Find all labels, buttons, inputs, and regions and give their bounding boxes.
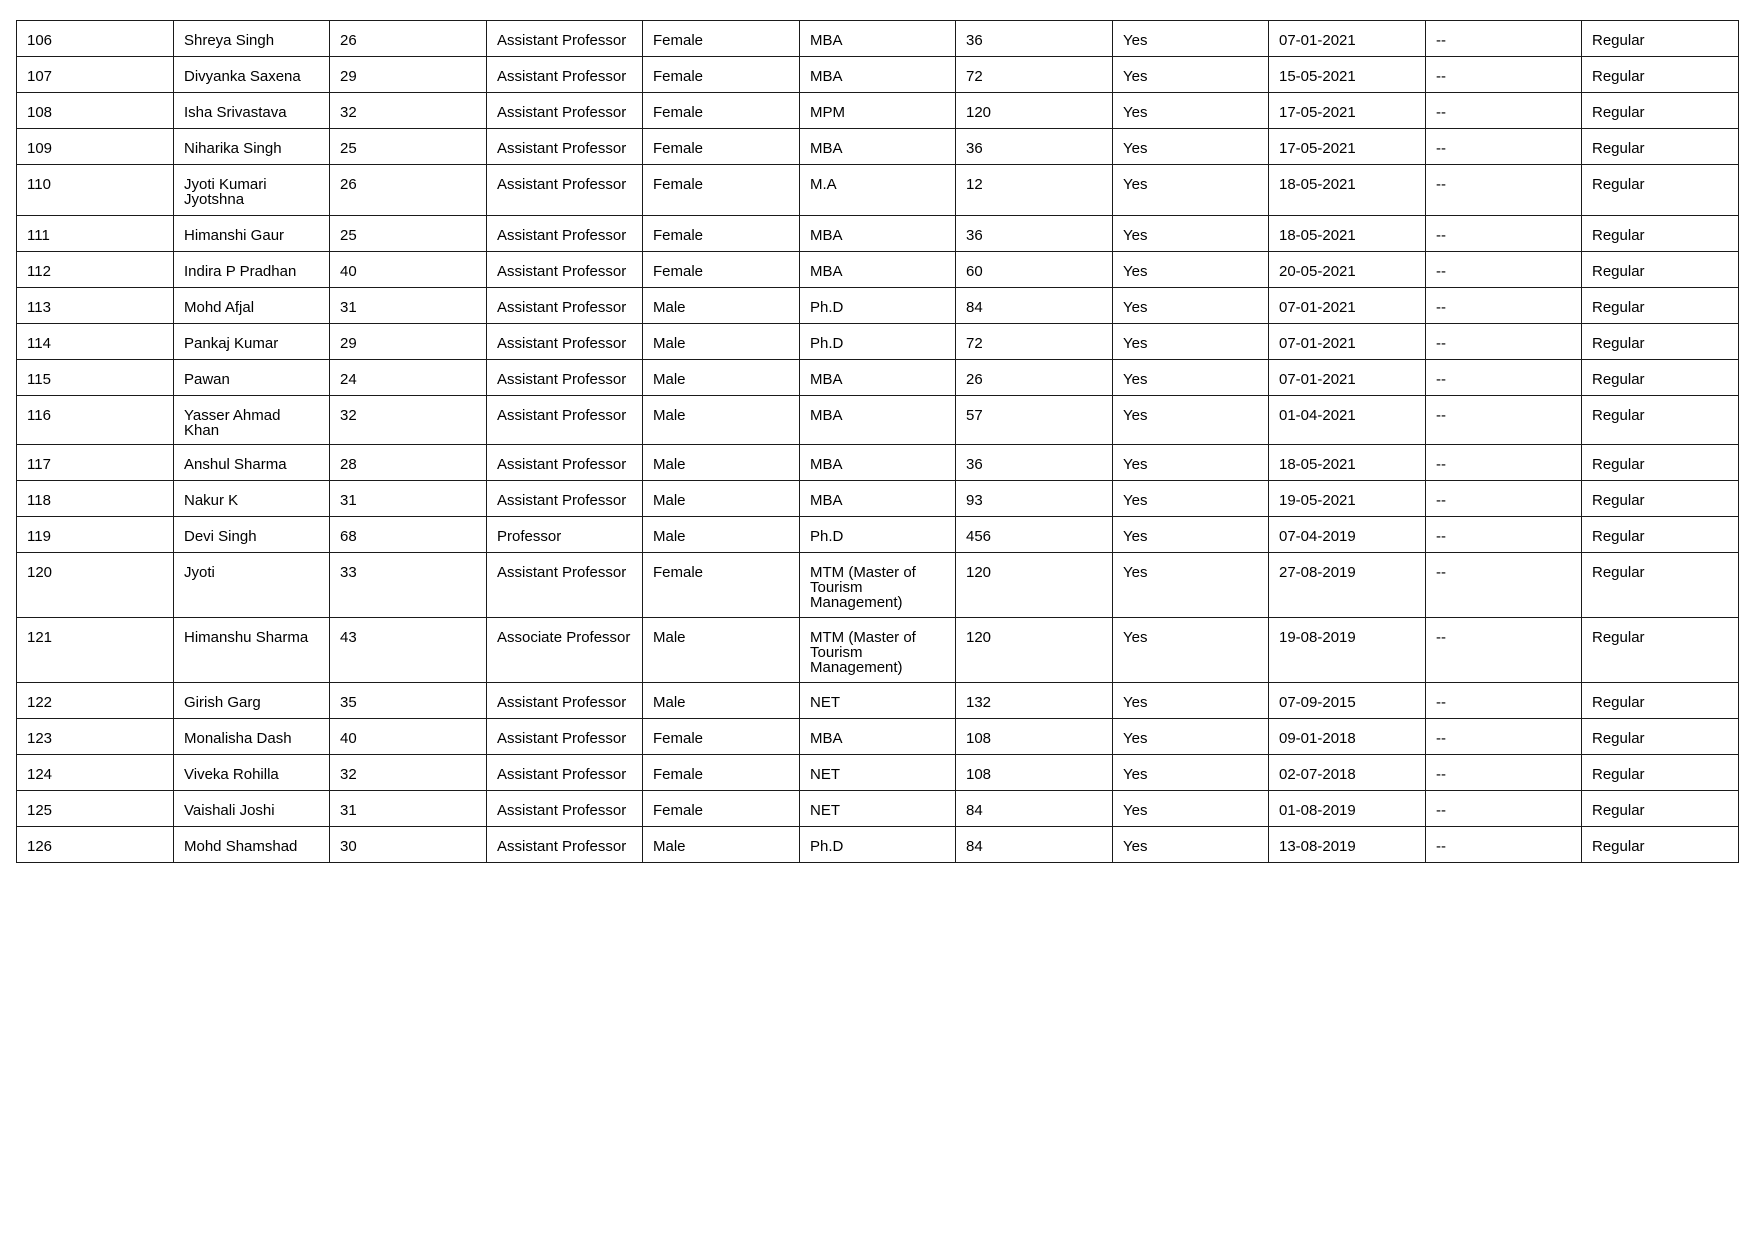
age-cell: 29 [330,57,487,93]
working-status-cell: Yes [1113,360,1269,396]
leaving-date-cell: -- [1426,216,1582,252]
age-cell: 31 [330,791,487,827]
table-row [17,129,1739,165]
serial-number-cell: 111 [17,216,174,252]
age-cell: 32 [330,755,487,791]
working-status-cell: Yes [1113,755,1269,791]
working-status-cell: Yes [1113,93,1269,129]
gender-cell: Female [643,755,800,791]
joining-date-cell: 18-05-2021 [1269,445,1426,481]
serial-number-cell: 113 [17,288,174,324]
appointment-nature-cell: Regular [1582,21,1739,57]
experience-cell: 60 [956,252,1113,288]
serial-number-cell: 115 [17,360,174,396]
joining-date-cell: 07-04-2019 [1269,517,1426,553]
appointment-nature-cell: Regular [1582,683,1739,719]
gender-cell: Male [643,360,800,396]
name-cell: Monalisha Dash [174,719,330,755]
name-cell: Girish Garg [174,683,330,719]
name-cell: Mohd Afjal [174,288,330,324]
gender-cell: Female [643,719,800,755]
working-status-cell: Yes [1113,252,1269,288]
table-row [17,93,1739,129]
age-cell: 40 [330,252,487,288]
designation-cell: Assistant Professor [487,396,643,445]
designation-cell: Associate Professor [487,618,643,683]
age-cell: 31 [330,288,487,324]
table-row [17,719,1739,755]
experience-cell: 120 [956,93,1113,129]
name-cell: Shreya Singh [174,21,330,57]
name-cell: Pawan [174,360,330,396]
leaving-date-cell: -- [1426,445,1582,481]
experience-cell: 108 [956,755,1113,791]
gender-cell: Female [643,791,800,827]
leaving-date-cell: -- [1426,324,1582,360]
appointment-nature-cell: Regular [1582,165,1739,216]
experience-cell: 72 [956,57,1113,93]
leaving-date-cell: -- [1426,165,1582,216]
table-row [17,553,1739,618]
designation-cell: Assistant Professor [487,791,643,827]
age-cell: 26 [330,165,487,216]
name-cell: Isha Srivastava [174,93,330,129]
leaving-date-cell: -- [1426,719,1582,755]
leaving-date-cell: -- [1426,481,1582,517]
experience-cell: 84 [956,791,1113,827]
serial-number-cell: 120 [17,553,174,618]
appointment-nature-cell: Regular [1582,517,1739,553]
gender-cell: Female [643,129,800,165]
qualification-cell: MBA [800,21,956,57]
serial-number-cell: 114 [17,324,174,360]
qualification-cell: MPM [800,93,956,129]
serial-number-cell: 108 [17,93,174,129]
qualification-cell: MTM (Master of Tourism Management) [800,618,956,683]
working-status-cell: Yes [1113,553,1269,618]
leaving-date-cell: -- [1426,517,1582,553]
joining-date-cell: 19-05-2021 [1269,481,1426,517]
designation-cell: Assistant Professor [487,360,643,396]
experience-cell: 36 [956,129,1113,165]
leaving-date-cell: -- [1426,791,1582,827]
gender-cell: Female [643,21,800,57]
name-cell: Jyoti Kumari Jyotshna [174,165,330,216]
leaving-date-cell: -- [1426,57,1582,93]
working-status-cell: Yes [1113,618,1269,683]
age-cell: 40 [330,719,487,755]
working-status-cell: Yes [1113,129,1269,165]
working-status-cell: Yes [1113,216,1269,252]
experience-cell: 93 [956,481,1113,517]
age-cell: 29 [330,324,487,360]
table-row [17,618,1739,683]
leaving-date-cell: -- [1426,755,1582,791]
experience-cell: 36 [956,21,1113,57]
experience-cell: 72 [956,324,1113,360]
age-cell: 26 [330,21,487,57]
experience-cell: 36 [956,216,1113,252]
name-cell: Mohd Shamshad [174,827,330,863]
leaving-date-cell: -- [1426,553,1582,618]
serial-number-cell: 118 [17,481,174,517]
appointment-nature-cell: Regular [1582,129,1739,165]
qualification-cell: MBA [800,360,956,396]
gender-cell: Female [643,553,800,618]
qualification-cell: Ph.D [800,324,956,360]
age-cell: 32 [330,396,487,445]
designation-cell: Assistant Professor [487,129,643,165]
leaving-date-cell: -- [1426,827,1582,863]
table-row [17,791,1739,827]
experience-cell: 84 [956,288,1113,324]
designation-cell: Assistant Professor [487,683,643,719]
designation-cell: Assistant Professor [487,288,643,324]
leaving-date-cell: -- [1426,396,1582,445]
leaving-date-cell: -- [1426,288,1582,324]
qualification-cell: MTM (Master of Tourism Management) [800,553,956,618]
serial-number-cell: 126 [17,827,174,863]
table-row [17,21,1739,57]
joining-date-cell: 27-08-2019 [1269,553,1426,618]
appointment-nature-cell: Regular [1582,360,1739,396]
experience-cell: 26 [956,360,1113,396]
name-cell: Devi Singh [174,517,330,553]
working-status-cell: Yes [1113,719,1269,755]
working-status-cell: Yes [1113,57,1269,93]
experience-cell: 120 [956,553,1113,618]
designation-cell: Assistant Professor [487,252,643,288]
experience-cell: 132 [956,683,1113,719]
appointment-nature-cell: Regular [1582,719,1739,755]
age-cell: 25 [330,216,487,252]
name-cell: Niharika Singh [174,129,330,165]
working-status-cell: Yes [1113,396,1269,445]
table-row [17,165,1739,216]
designation-cell: Assistant Professor [487,445,643,481]
designation-cell: Assistant Professor [487,21,643,57]
appointment-nature-cell: Regular [1582,445,1739,481]
working-status-cell: Yes [1113,21,1269,57]
gender-cell: Male [643,396,800,445]
name-cell: Himanshu Sharma [174,618,330,683]
leaving-date-cell: -- [1426,129,1582,165]
name-cell: Himanshi Gaur [174,216,330,252]
age-cell: 43 [330,618,487,683]
qualification-cell: Ph.D [800,288,956,324]
table-row [17,683,1739,719]
joining-date-cell: 02-07-2018 [1269,755,1426,791]
gender-cell: Male [643,288,800,324]
appointment-nature-cell: Regular [1582,481,1739,517]
leaving-date-cell: -- [1426,618,1582,683]
appointment-nature-cell: Regular [1582,57,1739,93]
appointment-nature-cell: Regular [1582,791,1739,827]
leaving-date-cell: -- [1426,360,1582,396]
working-status-cell: Yes [1113,324,1269,360]
qualification-cell: NET [800,683,956,719]
joining-date-cell: 07-01-2021 [1269,288,1426,324]
gender-cell: Male [643,827,800,863]
experience-cell: 36 [956,445,1113,481]
joining-date-cell: 20-05-2021 [1269,252,1426,288]
qualification-cell: MBA [800,396,956,445]
gender-cell: Female [643,57,800,93]
leaving-date-cell: -- [1426,683,1582,719]
working-status-cell: Yes [1113,827,1269,863]
serial-number-cell: 116 [17,396,174,445]
table-row [17,288,1739,324]
designation-cell: Assistant Professor [487,324,643,360]
experience-cell: 12 [956,165,1113,216]
qualification-cell: MBA [800,129,956,165]
joining-date-cell: 01-04-2021 [1269,396,1426,445]
name-cell: Anshul Sharma [174,445,330,481]
name-cell: Jyoti [174,553,330,618]
gender-cell: Male [643,517,800,553]
working-status-cell: Yes [1113,791,1269,827]
gender-cell: Female [643,216,800,252]
gender-cell: Male [643,683,800,719]
table-row [17,216,1739,252]
serial-number-cell: 119 [17,517,174,553]
joining-date-cell: 19-08-2019 [1269,618,1426,683]
experience-cell: 84 [956,827,1113,863]
qualification-cell: NET [800,755,956,791]
appointment-nature-cell: Regular [1582,288,1739,324]
designation-cell: Professor [487,517,643,553]
working-status-cell: Yes [1113,445,1269,481]
working-status-cell: Yes [1113,288,1269,324]
qualification-cell: NET [800,791,956,827]
working-status-cell: Yes [1113,683,1269,719]
age-cell: 31 [330,481,487,517]
designation-cell: Assistant Professor [487,755,643,791]
joining-date-cell: 07-01-2021 [1269,21,1426,57]
serial-number-cell: 112 [17,252,174,288]
faculty-table [16,20,1739,863]
joining-date-cell: 17-05-2021 [1269,129,1426,165]
age-cell: 35 [330,683,487,719]
table-row [17,252,1739,288]
designation-cell: Assistant Professor [487,93,643,129]
designation-cell: Assistant Professor [487,216,643,252]
table-row [17,360,1739,396]
appointment-nature-cell: Regular [1582,755,1739,791]
joining-date-cell: 15-05-2021 [1269,57,1426,93]
leaving-date-cell: -- [1426,93,1582,129]
gender-cell: Male [643,324,800,360]
appointment-nature-cell: Regular [1582,553,1739,618]
appointment-nature-cell: Regular [1582,93,1739,129]
designation-cell: Assistant Professor [487,57,643,93]
age-cell: 32 [330,93,487,129]
experience-cell: 120 [956,618,1113,683]
qualification-cell: MBA [800,252,956,288]
table-row [17,324,1739,360]
serial-number-cell: 121 [17,618,174,683]
experience-cell: 57 [956,396,1113,445]
serial-number-cell: 123 [17,719,174,755]
table-row [17,827,1739,863]
joining-date-cell: 07-01-2021 [1269,360,1426,396]
gender-cell: Female [643,93,800,129]
appointment-nature-cell: Regular [1582,827,1739,863]
table-row [17,396,1739,445]
name-cell: Vaishali Joshi [174,791,330,827]
serial-number-cell: 109 [17,129,174,165]
age-cell: 25 [330,129,487,165]
qualification-cell: MBA [800,719,956,755]
name-cell: Nakur K [174,481,330,517]
joining-date-cell: 07-01-2021 [1269,324,1426,360]
gender-cell: Male [643,618,800,683]
gender-cell: Female [643,252,800,288]
qualification-cell: Ph.D [800,517,956,553]
name-cell: Pankaj Kumar [174,324,330,360]
working-status-cell: Yes [1113,165,1269,216]
working-status-cell: Yes [1113,517,1269,553]
name-cell: Indira P Pradhan [174,252,330,288]
experience-cell: 456 [956,517,1113,553]
designation-cell: Assistant Professor [487,553,643,618]
age-cell: 33 [330,553,487,618]
joining-date-cell: 13-08-2019 [1269,827,1426,863]
gender-cell: Female [643,165,800,216]
appointment-nature-cell: Regular [1582,396,1739,445]
serial-number-cell: 125 [17,791,174,827]
leaving-date-cell: -- [1426,21,1582,57]
table-row [17,445,1739,481]
name-cell: Yasser Ahmad Khan [174,396,330,445]
table-row [17,517,1739,553]
name-cell: Divyanka Saxena [174,57,330,93]
serial-number-cell: 117 [17,445,174,481]
age-cell: 68 [330,517,487,553]
serial-number-cell: 124 [17,755,174,791]
appointment-nature-cell: Regular [1582,618,1739,683]
joining-date-cell: 09-01-2018 [1269,719,1426,755]
table-body [17,21,1739,863]
qualification-cell: M.A [800,165,956,216]
designation-cell: Assistant Professor [487,165,643,216]
serial-number-cell: 122 [17,683,174,719]
appointment-nature-cell: Regular [1582,324,1739,360]
designation-cell: Assistant Professor [487,481,643,517]
appointment-nature-cell: Regular [1582,216,1739,252]
joining-date-cell: 01-08-2019 [1269,791,1426,827]
age-cell: 30 [330,827,487,863]
working-status-cell: Yes [1113,481,1269,517]
designation-cell: Assistant Professor [487,827,643,863]
age-cell: 28 [330,445,487,481]
age-cell: 24 [330,360,487,396]
name-cell: Viveka Rohilla [174,755,330,791]
qualification-cell: Ph.D [800,827,956,863]
joining-date-cell: 07-09-2015 [1269,683,1426,719]
joining-date-cell: 18-05-2021 [1269,216,1426,252]
serial-number-cell: 106 [17,21,174,57]
designation-cell: Assistant Professor [487,719,643,755]
qualification-cell: MBA [800,57,956,93]
appointment-nature-cell: Regular [1582,252,1739,288]
serial-number-cell: 107 [17,57,174,93]
qualification-cell: MBA [800,481,956,517]
qualification-cell: MBA [800,216,956,252]
leaving-date-cell: -- [1426,252,1582,288]
experience-cell: 108 [956,719,1113,755]
table-row [17,57,1739,93]
joining-date-cell: 18-05-2021 [1269,165,1426,216]
joining-date-cell: 17-05-2021 [1269,93,1426,129]
qualification-cell: MBA [800,445,956,481]
table-row [17,481,1739,517]
serial-number-cell: 110 [17,165,174,216]
gender-cell: Male [643,481,800,517]
gender-cell: Male [643,445,800,481]
table-row [17,755,1739,791]
